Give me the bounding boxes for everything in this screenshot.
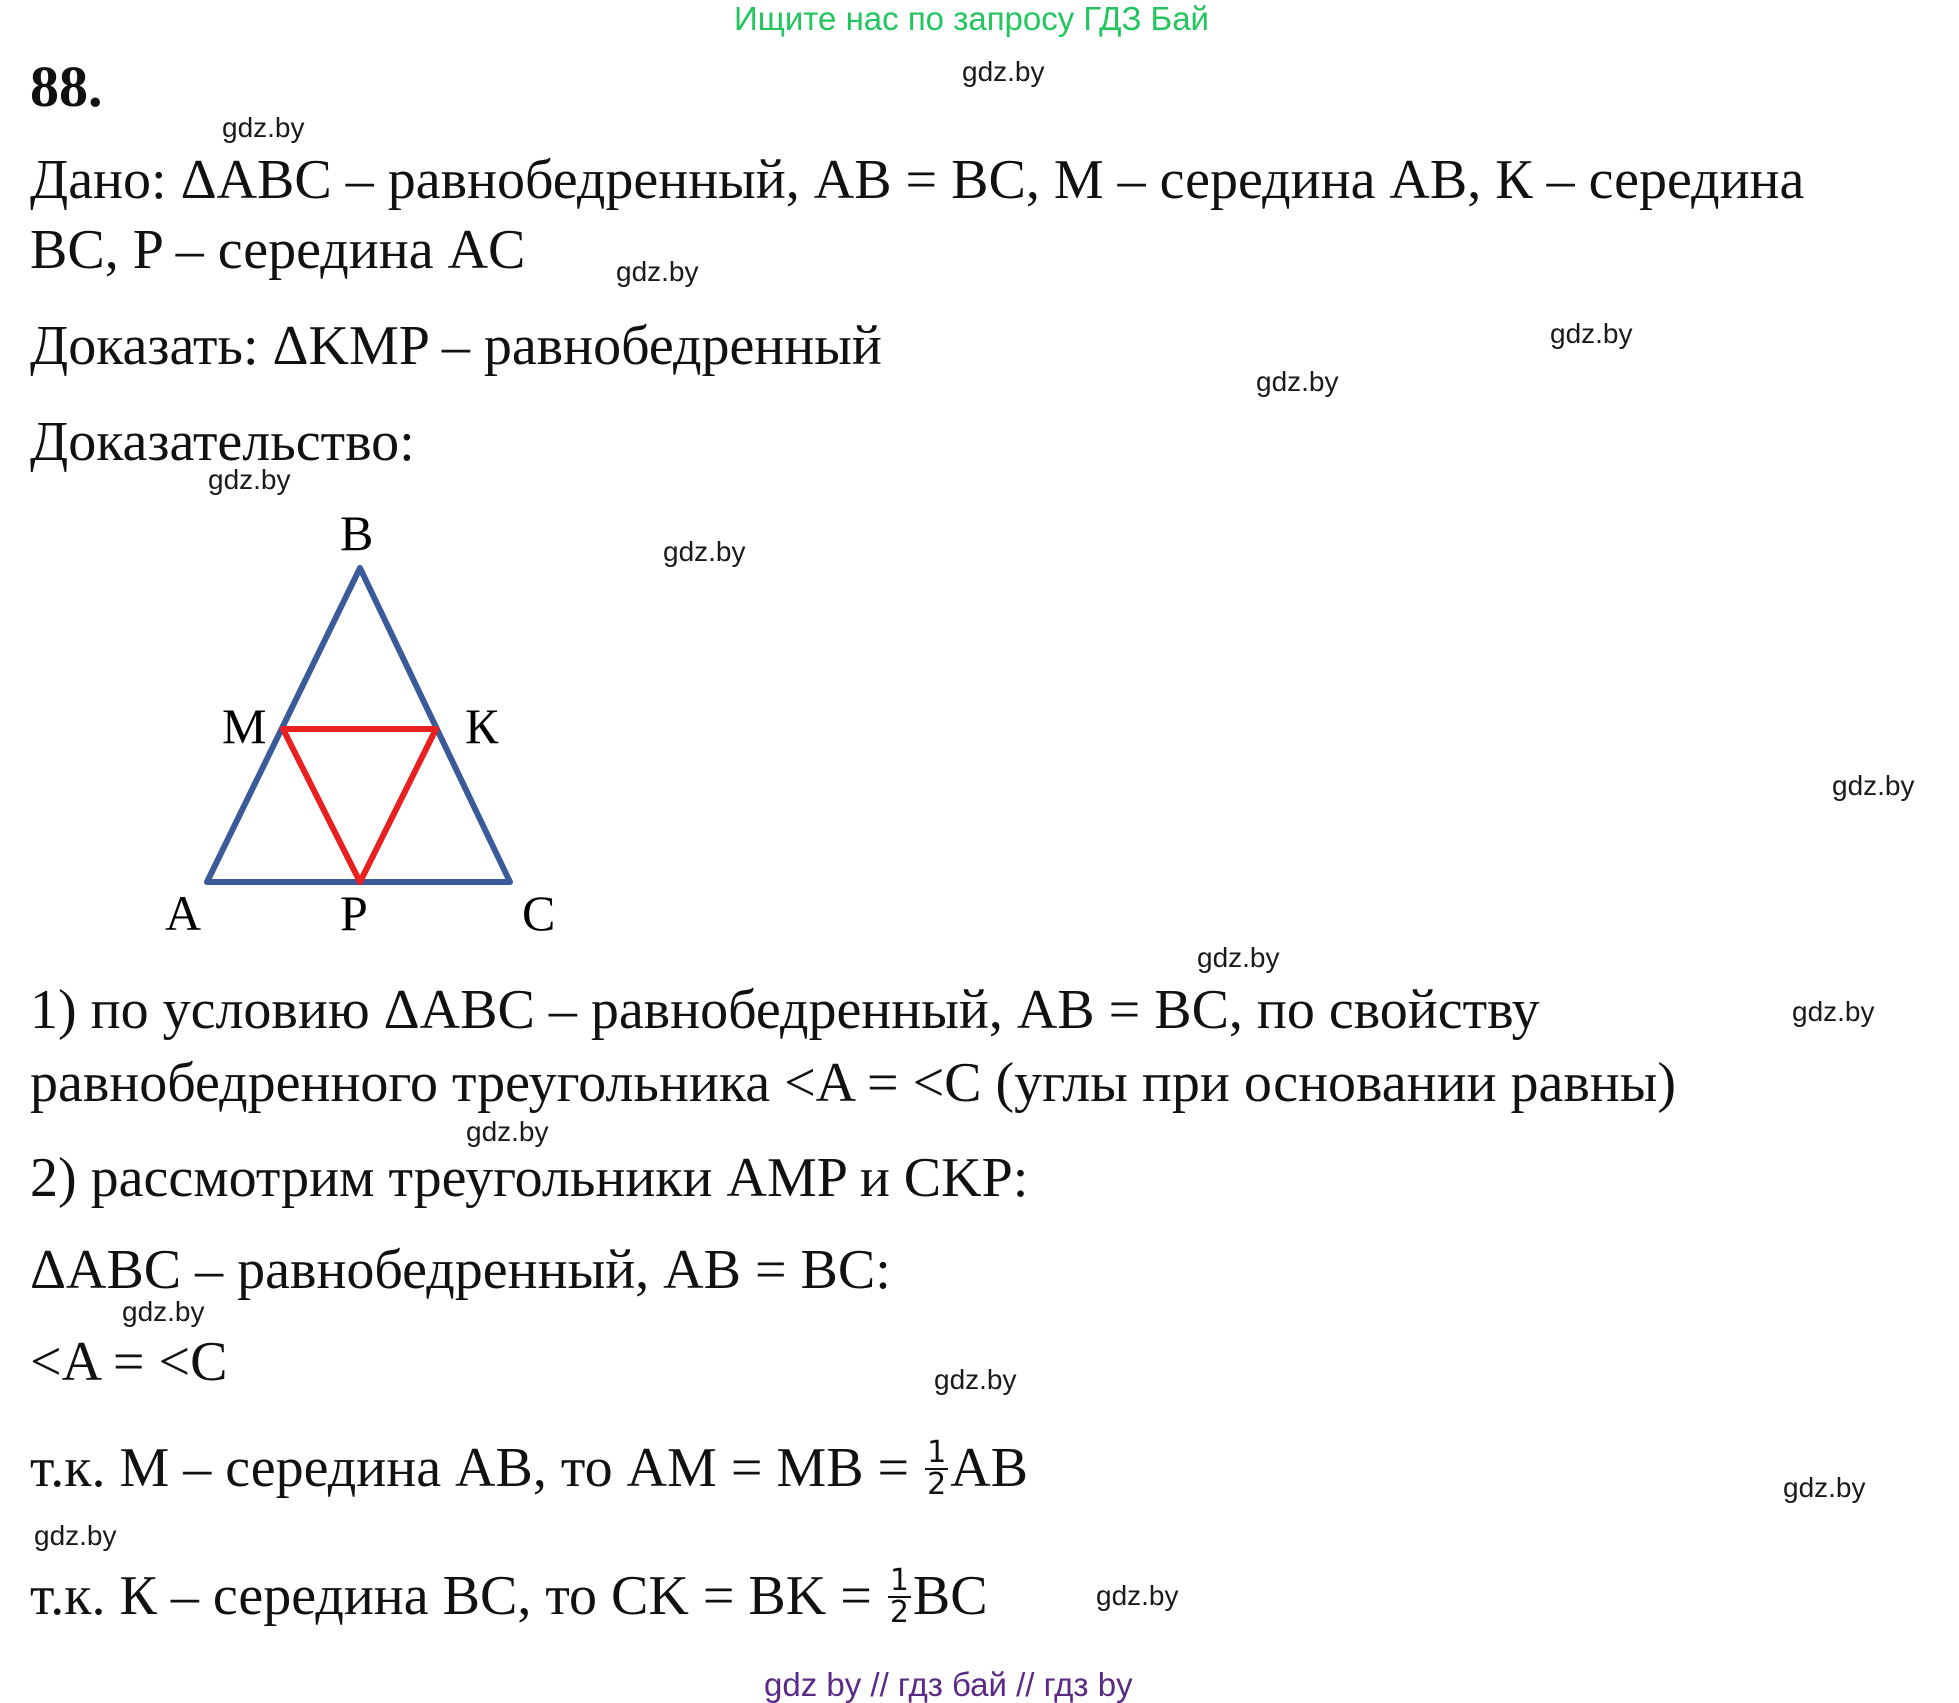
step-2-given: ΔABC – равнобедренный, AB = BC: [30,1239,891,1301]
watermark: gdz.by [122,1296,205,1327]
step-2-title: 2) рассмотрим треугольники AMP и CKP: [30,1147,1029,1209]
fraction-half-m: $\frac{1}{2}$ [927,1435,947,1503]
problem-number: 88. [30,54,103,119]
watermark: gdz.by [616,256,699,287]
watermark: gdz.by [1256,366,1339,397]
midpoint-k-text: т.к. К – середина BC, то CK = BK = [30,1565,886,1627]
prove-statement: Доказать: ΔKMP – равнобедренный [30,315,882,377]
triangle-figure [150,500,590,950]
fraction-half-k: $\frac{1}{2}$ [889,1563,909,1631]
given-line-1: Дано: ΔABC – равнобедренный, AB = BC, M – середина AB, К – середина [30,149,1805,211]
step-1-line-1: 1) по условию ΔABC – равнобедренный, AB = BC, по свойству [30,979,1540,1041]
watermark: gdz.by [1197,942,1280,973]
watermark: gdz.by [1792,996,1875,1027]
watermark: gdz.by [466,1116,549,1147]
watermark: gdz.by [1832,770,1915,801]
watermark: gdz.by [34,1520,117,1551]
proof-heading: Доказательство: [30,411,415,473]
midpoint-m-text: т.к. M – середина AB, то AM = MB = [30,1437,924,1499]
watermark: gdz.by [663,536,746,567]
vertex-label-b: B [340,505,374,561]
vertex-label-k: К [465,698,499,754]
watermark: gdz.by [1783,1472,1866,1503]
given-line-2: BC, P – середина AC [30,219,526,281]
vertex-label-a: A [165,885,202,941]
midpoint-k-line [30,1563,988,1632]
vertex-label-p: P [340,885,368,941]
midpoint-m-line [30,1435,1029,1504]
watermark: gdz.by [1096,1580,1179,1611]
top-banner: Ищите нас по запросу ГДЗ Бай [734,0,1209,37]
step-1-line-2: равнобедренного треугольника <A = <C (углы при основании равны) [30,1052,1677,1114]
watermark: gdz.by [1550,318,1633,349]
midpoint-m-suffix: AB [950,1437,1029,1499]
vertex-label-m: M [222,698,267,754]
triangle-kmp [283,729,436,882]
watermark: gdz.by [962,56,1045,87]
footer-links: gdz by // гдз бай // гдз by [764,1666,1133,1703]
angles-equal: <A = <C [30,1331,228,1393]
watermark: gdz.by [222,112,305,143]
midpoint-k-suffix: BC [912,1565,988,1627]
watermark: gdz.by [934,1364,1017,1395]
vertex-label-c: C [522,885,556,941]
watermark: gdz.by [208,464,291,495]
